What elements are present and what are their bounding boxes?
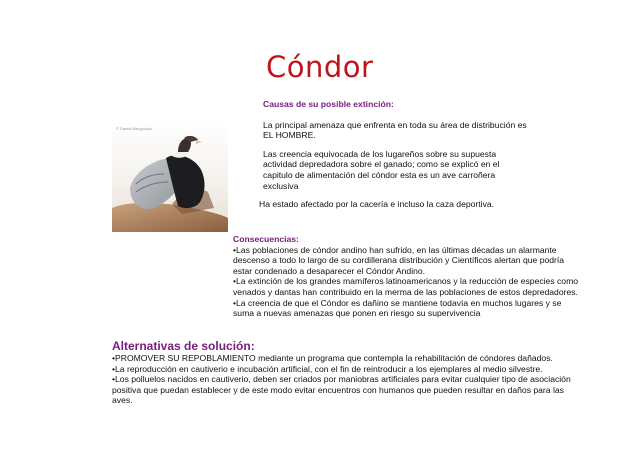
causes-paragraph-3: Ha estado afectado por la cacería e incluso la caza deportiva. bbox=[259, 199, 495, 210]
consequences-item: •La creencia de que el Cóndor es dañino se mantiene todavía en muchos lugares y se suma a nuevas amenazas que ponen en riesgo su supervivencia bbox=[233, 297, 562, 319]
causes-paragraph-1: La principal amenaza que enfrenta en toda su área de distribución es EL HOMBRE. bbox=[263, 119, 527, 141]
alternatives-item: •PROMOVER SU REPOBLAMIENTO mediante un programa que contempla la rehabilitación de cóndores dañados. bbox=[112, 353, 553, 363]
alternatives-item: •Los polluelos nacidos en cautiverio, deben ser criados por maniobras artificiales para evitar cualquier tipo de asociación positiva que puedan establecer y de este modo evitar encuentros con humanos que pueden resultar en daños para las aves. bbox=[112, 374, 571, 406]
consequences-section bbox=[233, 234, 583, 319]
alternatives-section bbox=[112, 339, 582, 406]
consequences-item: •La extinción de los grandes mamíferos latinoamericanos y la reducción de especies como venados y dantas han contribuido en la merma de las poblaciones de estos depredadores. bbox=[233, 276, 579, 297]
causes-heading: Causas de su posible extinción: bbox=[263, 99, 394, 109]
alternatives-item: •La reproducción en cautiverio e incubación artificial, con el fin de reintroducir a los ejemplares al medio silvestre. bbox=[112, 363, 543, 374]
condor-illustration bbox=[112, 122, 228, 232]
photo-caption: © Daniel Bacigalupo bbox=[116, 126, 153, 131]
consequences-item: •Las poblaciones de cóndor andino han sufrido, en las últimas décadas un alarmante descenso a todo lo largo de su cordillerana distribución y Científicos alertan que podría estar condenado a desaparecer el Cóndor Andino. bbox=[233, 244, 565, 276]
causes-paragraph-2: Las creencia equivocada de los lugareños sobre su supuesta actividad depredadora sobre el ganado; como se explicó en el capitulo de alimentación del cóndor esta es un ave carroñera exclusiva bbox=[263, 148, 500, 191]
page-title: Cóndor bbox=[266, 50, 374, 84]
alternatives-heading: Alternativas de solución: bbox=[112, 339, 255, 353]
condor-photo bbox=[112, 122, 228, 232]
consequences-heading: Consecuencias: bbox=[233, 234, 299, 244]
causes-section bbox=[259, 99, 528, 218]
